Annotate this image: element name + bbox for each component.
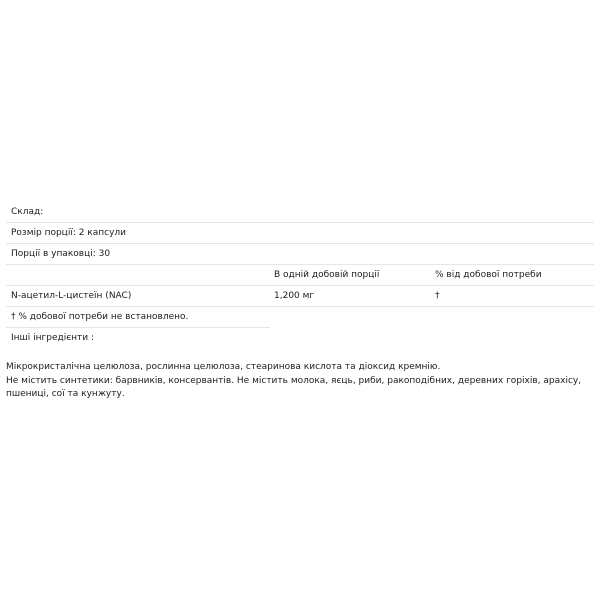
free-from-line: Не містить синтетики: барвників, консервантів. Не містить молока, яєць, риби, ракоподібних, деревних горіхів, арахісу,	[6, 375, 582, 386]
column-header-row	[6, 265, 594, 286]
free-from-line-continued: пшениці, сої та кунжуту.	[6, 389, 125, 399]
serving-size: Розмір порції: 2 капсули	[11, 228, 127, 238]
other-ingredients-label-row	[6, 328, 594, 349]
ingredient-daily-value: †	[435, 291, 440, 301]
other-ingredients-text	[6, 361, 594, 402]
ingredient-name: N-ацетил-L-цистеїн (NAC)	[11, 291, 132, 301]
other-ingredients-label: Інші інгредієнти :	[11, 333, 95, 343]
footnote-row	[6, 307, 270, 328]
facts-title-row	[6, 202, 594, 223]
serving-size-row	[6, 223, 594, 244]
amount-header: В одній добовій порції	[274, 270, 380, 280]
servings-per-container: Порції в упаковці: 30	[11, 249, 111, 259]
footnote: † % добової потреби не встановлено.	[11, 312, 189, 322]
servings-per-container-row	[6, 244, 594, 265]
facts-title: Склад:	[11, 207, 44, 217]
other-ingredients-line: Мікрокристалічна целюлоза, рослинна целюлоза, стеаринова кислота та діоксид кремнію.	[6, 362, 441, 372]
ingredient-amount: 1,200 мг	[274, 291, 315, 301]
supplement-facts-table	[6, 202, 594, 349]
daily-value-header: % від добової потреби	[435, 270, 542, 280]
ingredient-row	[6, 286, 594, 307]
